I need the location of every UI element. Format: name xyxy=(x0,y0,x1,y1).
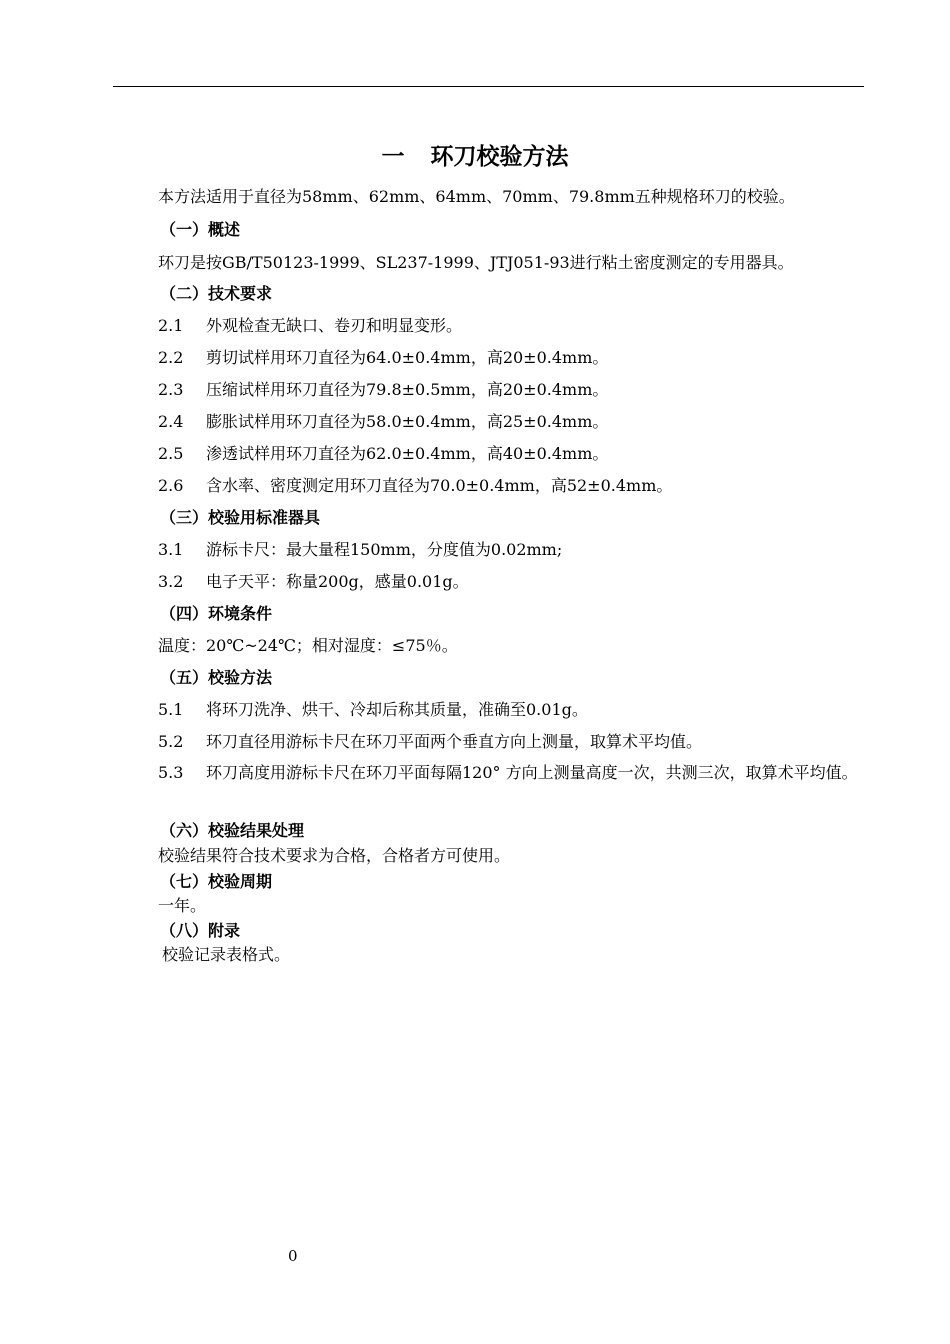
item-number: 2.4 xyxy=(158,412,184,431)
item-text: 渗透试样用环刀直径为62.0±0.4mm，高40±0.4mm。 xyxy=(206,444,609,463)
list-item xyxy=(158,571,469,593)
section-heading-instruments: （三）校验用标准器具 xyxy=(160,508,321,527)
item-text: 游标卡尺：最大量程150mm，分度值为0.02mm; xyxy=(206,540,563,559)
list-item xyxy=(158,347,608,369)
item-number: 2.3 xyxy=(158,380,184,399)
item-number: 3.2 xyxy=(158,572,184,591)
section-heading-method: （五）校验方法 xyxy=(160,668,273,687)
item-number: 5.1 xyxy=(158,700,184,719)
intro-paragraph: 本方法适用于直径为58mm、62mm、64mm、70mm、79.8mm五种规格环刀的校验。 xyxy=(158,187,795,206)
title-number: 一 xyxy=(381,144,405,170)
item-text: 膨胀试样用环刀直径为58.0±0.4mm，高25±0.4mm。 xyxy=(206,412,609,431)
item-text: 环刀直径用游标卡尺在环刀平面两个垂直方向上测量，取算术平均值。 xyxy=(206,732,703,751)
item-text: 含水率、密度测定用环刀直径为70.0±0.4mm，高52±0.4mm。 xyxy=(206,476,673,495)
header-rule xyxy=(113,86,864,87)
appendix-paragraph: 校验记录表格式。 xyxy=(162,945,291,964)
list-item xyxy=(158,539,562,561)
item-number: 2.5 xyxy=(158,444,184,463)
list-item xyxy=(158,699,588,721)
section-heading-period: （七）校验周期 xyxy=(160,872,273,891)
item-number: 2.6 xyxy=(158,476,184,495)
item-text: 电子天平：称量200g，感量0.01g。 xyxy=(206,572,469,591)
item-text: 剪切试样用环刀直径为64.0±0.4mm，高20±0.4mm。 xyxy=(206,348,609,367)
list-item xyxy=(158,475,672,497)
section-heading-appendix: （八）附录 xyxy=(160,921,241,940)
section-heading-requirements: （二）技术要求 xyxy=(160,284,273,303)
section-heading-overview: （一）概述 xyxy=(160,220,241,239)
item-text: 将环刀洗净、烘干、冷却后称其质量，准确至0.01g。 xyxy=(206,700,588,719)
page-title xyxy=(0,142,950,172)
item-text: 环刀高度用游标卡尺在环刀平面每隔120° 方向上测量高度一次，共测三次，取算术平均值。 xyxy=(206,763,858,782)
result-paragraph: 校验结果符合技术要求为合格，合格者方可使用。 xyxy=(158,846,511,865)
environment-paragraph: 温度：20℃~24℃；相对湿度：≤75％。 xyxy=(158,636,458,655)
overview-paragraph: 环刀是按GB/T50123-1999、SL237-1999、JTJ051-93进行粘土密度测定的专用器具。 xyxy=(158,253,794,272)
item-number: 3.1 xyxy=(158,540,184,559)
list-item-wrapped xyxy=(113,757,865,788)
item-number: 5.2 xyxy=(158,732,184,751)
item-number: 2.1 xyxy=(158,316,184,335)
item-number: 5.3 xyxy=(158,763,184,782)
section-heading-result: （六）校验结果处理 xyxy=(160,821,305,840)
section-heading-environment: （四）环境条件 xyxy=(160,604,273,623)
page-number: 0 xyxy=(288,1247,298,1265)
list-item xyxy=(158,411,608,433)
list-item xyxy=(158,379,608,401)
list-item xyxy=(158,315,462,337)
item-number: 2.2 xyxy=(158,348,184,367)
period-paragraph: 一年。 xyxy=(158,896,207,915)
list-item xyxy=(158,443,608,465)
list-item xyxy=(158,731,702,753)
item-text: 压缩试样用环刀直径为79.8±0.5mm，高20±0.4mm。 xyxy=(206,380,609,399)
item-text: 外观检查无缺口、卷刃和明显变形。 xyxy=(206,316,463,335)
title-text: 环刀校验方法 xyxy=(430,144,569,170)
